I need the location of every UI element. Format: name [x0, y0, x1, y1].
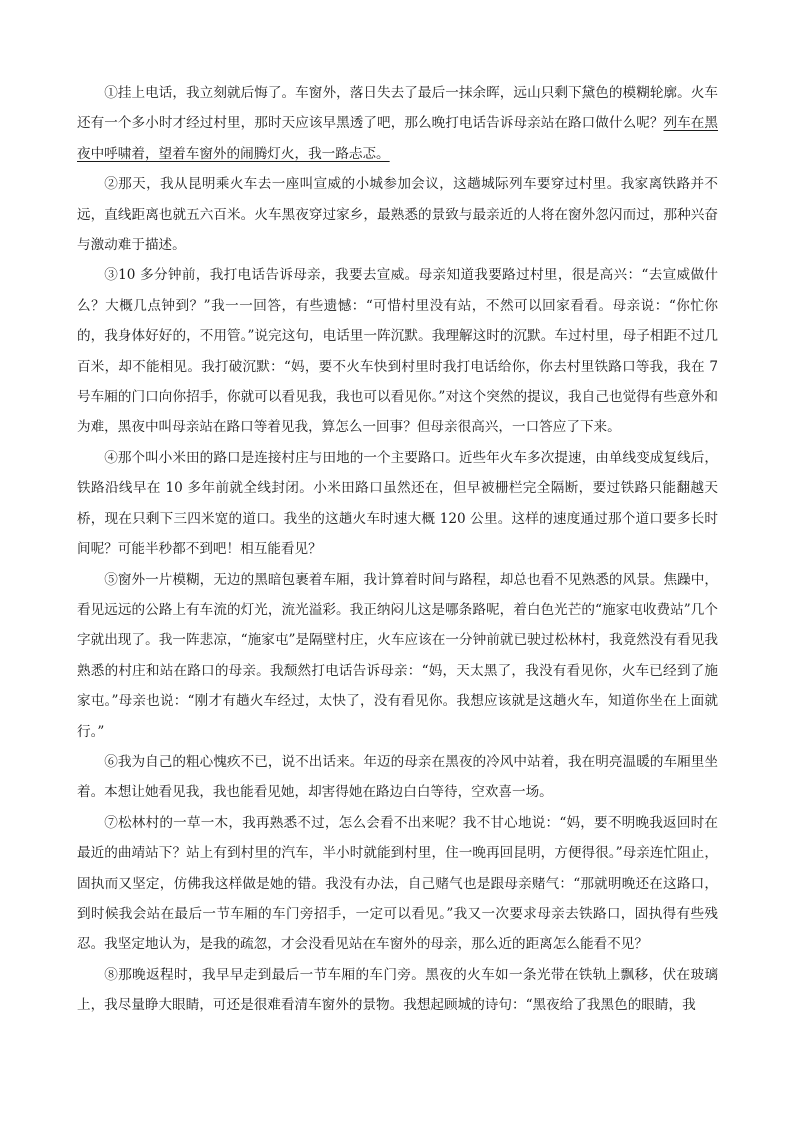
paragraph-4-text: ④那个叫小米田的路口是连接村庄与田地的一个主要路口。近些年火车多次提速，由单线变成复线后，铁路沿线早在 10 多年前就全线封闭。小米田路口虽然还在，但早被栅栏完全隔断，要过铁路只能翻越天桥，现在只剩下三四米宽的道口。我坐的这趟火车时速大概 120 公里。这样的速度通过那个道口要多长时间呢？可能半秒都不到吧！相互能看见？ [77, 449, 718, 558]
paragraph-2-text: ②那天，我从昆明乘火车去一座叫宣威的小城参加会议，这趟城际列车要穿过村里。我家离铁路并不远，直线距离也就五六百米。火车黑夜穿过家乡，最熟悉的景致与最亲近的人将在窗外忽闪而过，那种兴奋与激动难于描述。 [77, 176, 718, 254]
paragraph-3-text: ③10 多分钟前，我打电话告诉母亲，我要去宣威。母亲知道我要路过村里，很是高兴：“去宣威做什么？大概几点钟到？”我一一回答，有些遗憾：“可惜村里没有站，不然可以回家看看。母亲说：“你忙你的，我身体好好的，不用管。”说完这句，电话里一阵沉默。我理解这时的沉默。车过村里，母子相距不过几百米，却不能相见。我打破沉默：“妈，要不火车快到村里时我打电话给你，你去村里铁路口等我，我在 7 号车厢的门口向你招手，你就可以看见我，我也可以看见你。”对这个突然的提议，我自己也觉得有些意外和为难，黑夜中叫母亲站在路口等着见我，算怎么一回事？但母亲很高兴，一口答应了下来。 [77, 267, 718, 436]
paragraph-6-text: ⑥我为自己的粗心愧疚不已，说不出话来。年迈的母亲在黑夜的冷风中站着，我在明亮温暖的车厢里坐着。本想让她看见我，我也能看见她，却害得她在路边白白等待，空欢喜一场。 [77, 753, 718, 801]
paragraph-1 [77, 78, 718, 169]
paragraph-6 [77, 747, 718, 808]
paragraph-8-text: ⑧那晚返程时，我早早走到最后一节车厢的车门旁。黑夜的火车如一条光带在铁轨上飘移，伏在玻璃上，我尽量睁大眼睛，可还是很难看清车窗外的景物。我想起顾城的诗句：“黑夜给了我黑色的眼睛，我 [77, 966, 718, 1014]
paragraph-5 [77, 565, 718, 747]
paragraph-1-underlined-sentence: 列车在黑夜中呼啸着，望着车窗外的闹腾灯火，我一路忐忑。 [77, 115, 719, 162]
paragraph-8 [77, 960, 718, 1021]
paragraph-2 [77, 169, 718, 260]
paragraph-5-text: ⑤窗外一片模糊，无边的黑暗包裹着车厢，我计算着时间与路程，却总也看不见熟悉的风景。焦躁中，看见远远的公路上有车流的灯光，流光溢彩。我正纳闷儿这是哪条路呢，着白色光芒的“施家屯收费站”几个字就出现了。我一阵悲凉，“施家屯”是隔壁村庄，火车应该在一分钟前就已驶过松林村，我竟然没有看见我熟悉的村庄和站在路口的母亲。我颓然打电话告诉母亲：“妈，天太黑了，我没有看见你，火车已经到了施家屯。”母亲也说：“刚才有趟火车经过，太快了，没有看见你。我想应该就是这趟火车，知道你坐在上面就行。” [77, 571, 718, 740]
paragraph-7-text: ⑦松林村的一草一木，我再熟悉不过，怎么会看不出来呢？我不甘心地说：“妈，要不明晚我返回时在最近的曲靖站下？站上有到村里的汽车，半小时就能到村里，住一晚再回昆明，方便得很。”母亲连忙阻止，固执而又坚定，仿佛我这样做是她的错。我没有办法，自己赌气也是跟母亲赌气：“那就明晚还在这路口，到时候我会站在最后一节车厢的车门旁招手，一定可以看见。”我又一次要求母亲去铁路口，固执得有些残忍。我坚定地认为，是我的疏忽，才会没看见站在车窗外的母亲，那么近的距离怎么能看不见？ [77, 814, 718, 953]
article-body [77, 78, 718, 1021]
paragraph-1-text: ①挂上电话，我立刻就后悔了。车窗外，落日失去了最后一抹余晖，远山只剩下黛色的模糊轮廓。火车还有一个多小时才经过村里，那时天应该早黑透了吧，那么晚打电话告诉母亲站在路口做什么呢？ [77, 85, 718, 132]
paragraph-3 [77, 260, 718, 442]
paragraph-7 [77, 808, 718, 960]
paragraph-4 [77, 443, 718, 565]
